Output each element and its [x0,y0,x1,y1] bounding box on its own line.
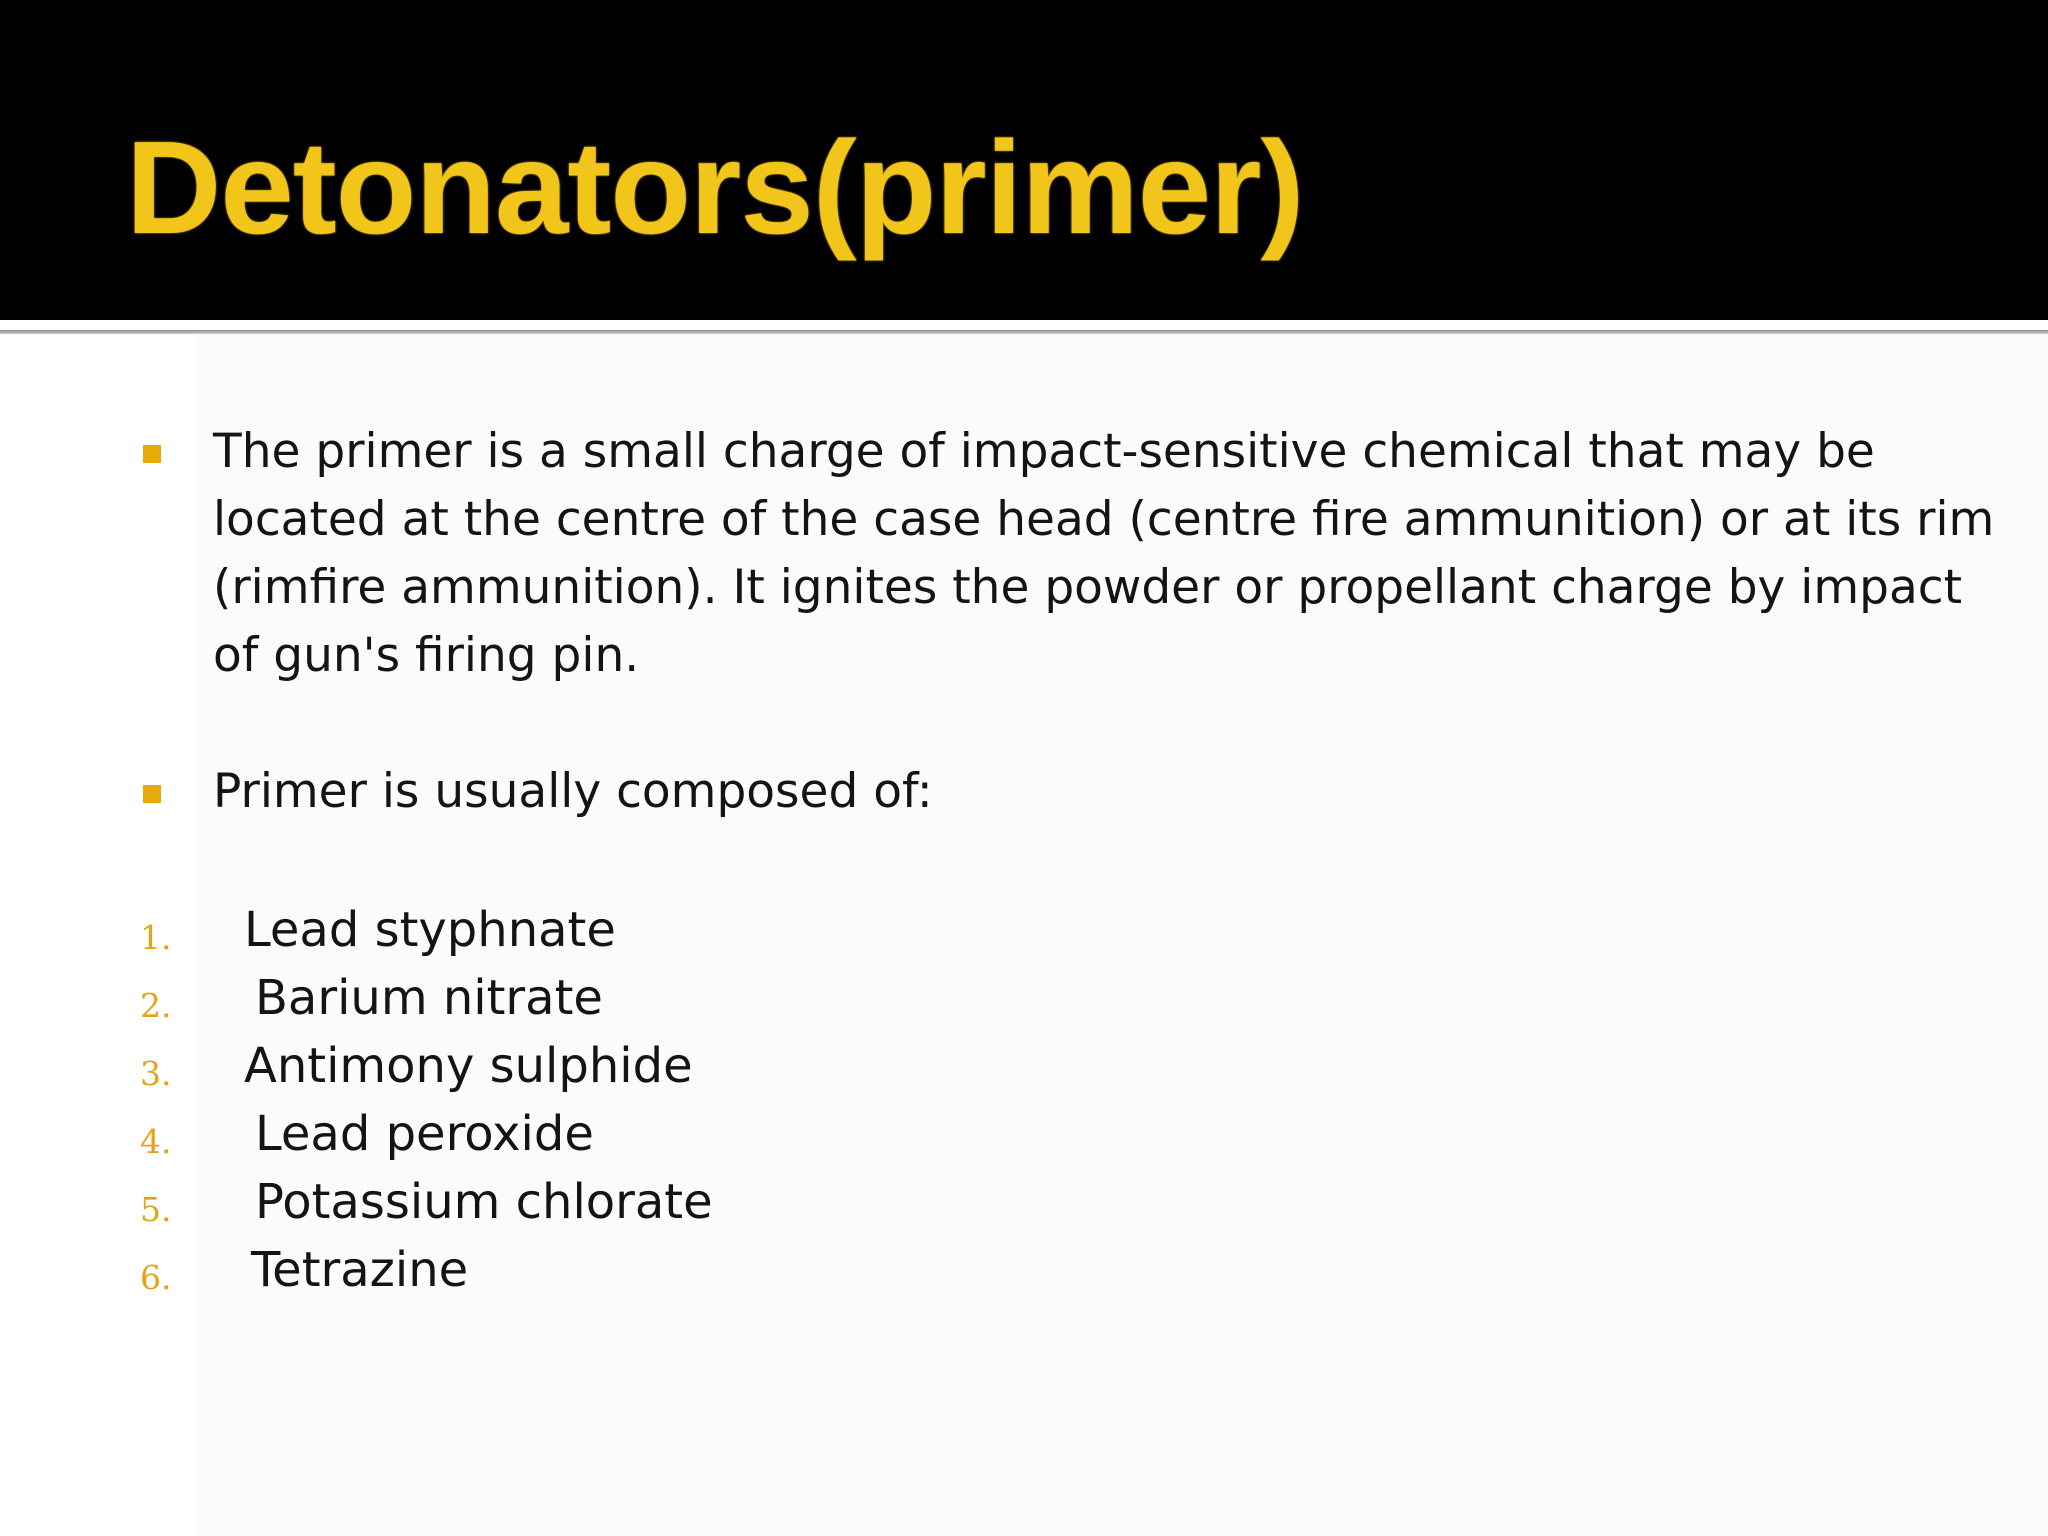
list-number: 3. [140,1054,172,1093]
square-bullet-icon [143,445,161,463]
list-item [140,896,1040,964]
list-item [140,1100,1040,1168]
list-item-text: Barium nitrate [255,970,603,1026]
list-item-text: Tetrazine [251,1242,469,1298]
list-item [140,1032,1040,1100]
list-item-text: Lead peroxide [255,1106,594,1162]
slide-title: Detonators(primer) [126,114,1304,261]
title-bar [0,0,2048,320]
list-number: 5. [140,1190,172,1229]
title-divider [0,320,2048,330]
list-number: 4. [140,1122,172,1161]
component-list [140,896,1040,1304]
list-item [140,1236,1040,1304]
bullet-text: The primer is a small charge of impact-sensitive chemical that may be located at the centre of the case head (centre fire ammunition) or at its rim (rimfire ammunition). It ignites the powder or propellant charge by impact of gun's firing pin. [213,424,1995,683]
list-item [140,964,1040,1032]
title-divider-shadow [0,330,2048,334]
list-number: 2. [140,986,172,1025]
list-item-text: Lead styphnate [244,902,616,958]
list-item-text: Antimony sulphide [244,1038,693,1094]
bullet-text: Primer is usually composed of: [213,764,933,819]
list-item-text: Potassium chlorate [255,1174,713,1230]
list-number: 6. [140,1258,172,1297]
square-bullet-icon [143,785,161,803]
list-number: 1. [140,918,172,957]
list-item [140,1168,1040,1236]
